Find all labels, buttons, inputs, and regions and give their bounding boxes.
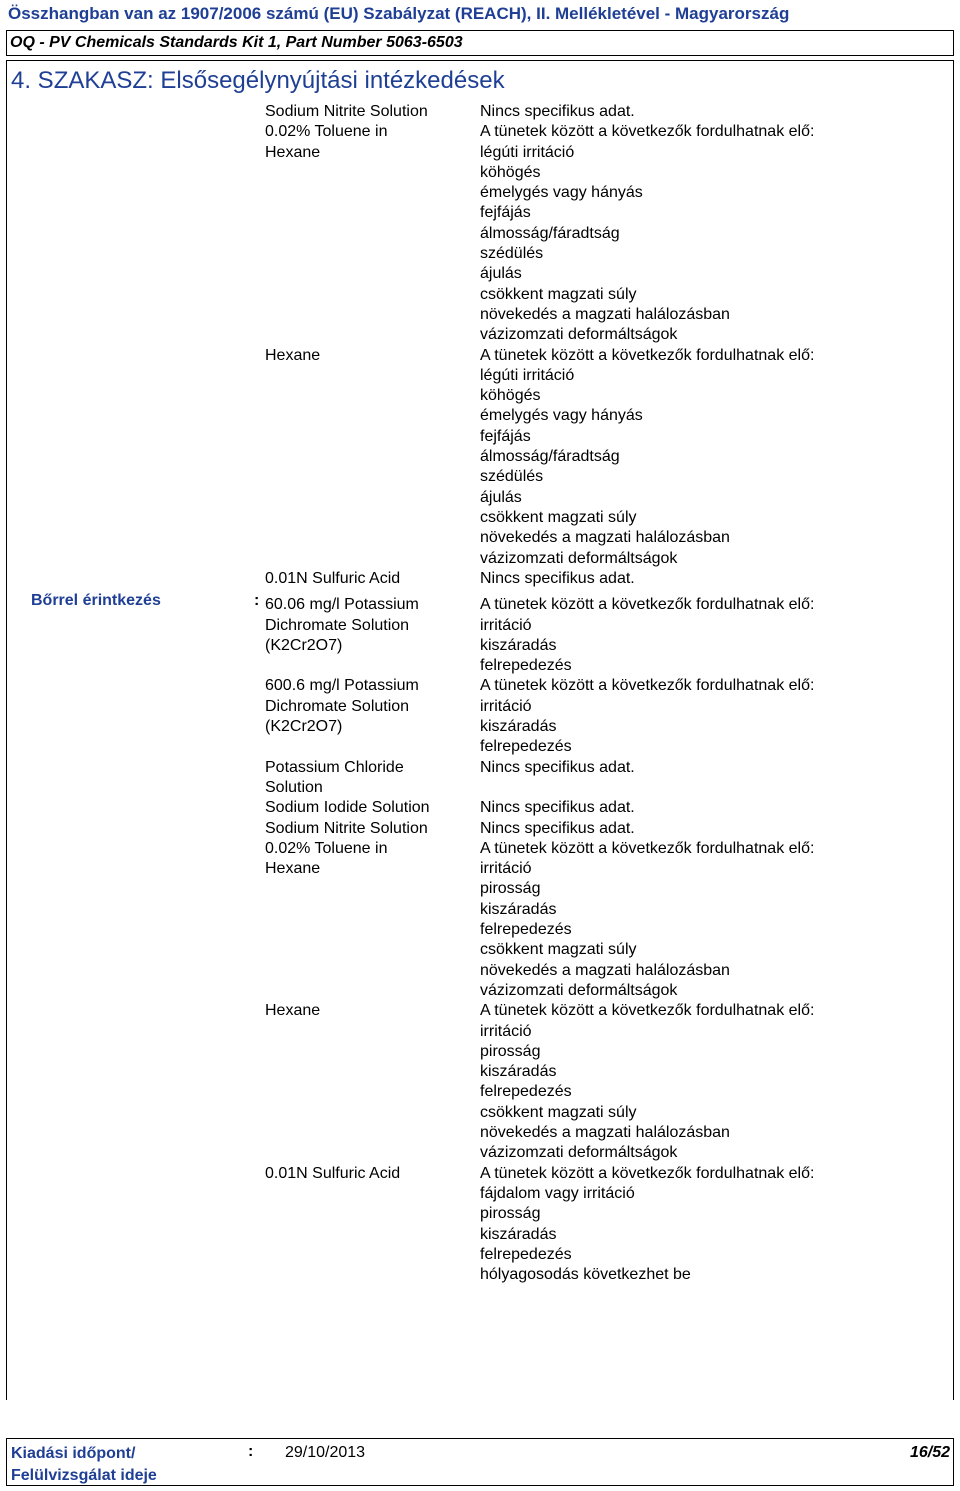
substance-name [265, 102, 428, 122]
effect-item: fejfájás [480, 427, 531, 445]
effect-item: felrepedezés [480, 738, 572, 756]
effect-list [480, 569, 635, 589]
product-title: OQ - PV Chemicals Standards Kit 1, Part Number 5063-6503 [10, 34, 463, 51]
effect-item: Nincs specifikus adat. [480, 103, 635, 120]
effect-item: irritáció [480, 1022, 532, 1040]
substance-name-line: (K2Cr2O7) [265, 636, 343, 654]
effect-item: ájulás [480, 488, 522, 506]
issue-date-label-line1: Kiadási időpont/ [11, 1445, 136, 1462]
effect-list [480, 1001, 814, 1163]
substance-name-line: Hexane [265, 143, 321, 161]
effect-item: pirosság [480, 1042, 541, 1060]
effect-item: szédülés [480, 245, 544, 263]
substance-name-line: Sodium Nitrite Solution [265, 819, 428, 837]
effect-item: A tünetek között a következők fordulhatnak elő: [480, 1164, 815, 1182]
substance-name [265, 122, 387, 163]
substance-name [265, 595, 419, 656]
effect-list [480, 595, 814, 676]
effect-item: légúti irritáció [480, 366, 575, 384]
substance-name-line: 0.02% Toluene in [265, 839, 388, 857]
substance-name [265, 758, 404, 799]
page-number: 16/52 [909, 1444, 950, 1461]
content-area [6, 100, 954, 1400]
section-header [6, 60, 954, 100]
effect-item: A tünetek között a következők fordulhatnak elő: [480, 596, 815, 614]
substance-name [265, 569, 400, 589]
effect-item: köhögés [480, 387, 541, 405]
effect-item: növekedés a magzati halálozásban [480, 305, 730, 323]
effect-item: növekedés a magzati halálozásban [480, 529, 730, 547]
effect-item: irritáció [480, 860, 532, 878]
substance-name-line: 0.02% Toluene in [265, 123, 388, 141]
effect-item: növekedés a magzati halálozásban [480, 1124, 730, 1142]
effect-list [480, 798, 635, 818]
effect-item: felrepedezés [480, 657, 572, 675]
effect-item: A tünetek között a következők fordulhatnak elő: [480, 839, 815, 857]
effect-list [480, 102, 635, 122]
effect-item: felrepedezés [480, 921, 572, 939]
regulation-header: Összhangban van az 1907/2006 számú (EU) Szabályzat (REACH), II. Mellékletével - Magyarország [8, 4, 790, 23]
effect-item: A tünetek között a következők fordulhatnak elő: [480, 346, 815, 364]
substance-name-line: Hexane [265, 346, 321, 364]
effect-item: csökkent magzati súly [480, 1103, 637, 1121]
skin-contact-colon: : [254, 592, 260, 609]
footer-colon: : [248, 1443, 254, 1460]
substance-name [265, 819, 428, 839]
effect-item: pirosság [480, 880, 541, 898]
effect-item: felrepedezés [480, 1245, 572, 1263]
section-title: 4. SZAKASZ: Elsősegélynyújtási intézkedések [11, 67, 505, 94]
effect-item: vázizomzati deformáltságok [480, 981, 678, 999]
substance-name-line: 600.6 mg/l Potassium [265, 677, 419, 695]
effect-item: légúti irritáció [480, 143, 575, 161]
effect-item: álmosság/fáradtság [480, 224, 620, 242]
substance-name [265, 1164, 400, 1184]
effect-item: vázizomzati deformáltságok [480, 1144, 678, 1162]
effect-item: növekedés a magzati halálozásban [480, 961, 730, 979]
substance-name-line: Sodium Iodide Solution [265, 799, 430, 817]
effect-item: csökkent magzati súly [480, 508, 637, 526]
effect-item: pirosság [480, 1205, 541, 1223]
effect-list [480, 346, 814, 569]
effect-item: csökkent magzati súly [480, 941, 637, 959]
effect-item: émelygés vagy hányás [480, 184, 643, 202]
footer [6, 1438, 954, 1486]
effect-item: fájdalom vagy irritáció [480, 1184, 635, 1202]
effect-list [480, 839, 814, 1001]
substance-name [265, 1001, 320, 1021]
effect-item: álmosság/fáradtság [480, 448, 620, 466]
effect-item: felrepedezés [480, 1083, 572, 1101]
substance-name [265, 676, 419, 737]
substance-name [265, 798, 430, 818]
effect-item: Nincs specifikus adat. [480, 758, 635, 776]
effect-item: kiszáradás [480, 718, 557, 736]
effect-item: irritáció [480, 616, 532, 634]
effect-list [480, 122, 814, 345]
effect-item: ájulás [480, 265, 522, 283]
effect-item: kiszáradás [480, 636, 557, 654]
effect-item: vázizomzati deformáltságok [480, 326, 678, 344]
substance-name-line: Dichromate Solution [265, 616, 410, 634]
substance-name [265, 839, 387, 880]
issue-date: 29/10/2013 [285, 1444, 366, 1461]
substance-name-line: 0.01N Sulfuric Acid [265, 1164, 401, 1182]
effect-item: Nincs specifikus adat. [480, 569, 635, 587]
issue-date-label [11, 1443, 157, 1487]
effect-list [480, 819, 635, 839]
effect-item: Nincs specifikus adat. [480, 819, 635, 837]
effect-item: émelygés vagy hányás [480, 407, 643, 425]
effect-item: kiszáradás [480, 1225, 557, 1243]
skin-contact-label: Bőrrel érintkezés [31, 592, 161, 609]
effect-item: vázizomzati deformáltságok [480, 549, 678, 567]
effect-list [480, 758, 635, 778]
effect-item: irritáció [480, 697, 532, 715]
effect-item: A tünetek között a következők fordulhatnak elő: [480, 123, 815, 141]
substance-name-line: Hexane [265, 860, 321, 878]
substance-name-line: (K2Cr2O7) [265, 718, 343, 736]
effect-item: A tünetek között a következők fordulhatnak elő: [480, 677, 815, 695]
substance-name-line: Solution [265, 778, 323, 796]
issue-date-label-line2: Felülvizsgálat ideje [11, 1467, 157, 1484]
effect-list [480, 1164, 814, 1286]
effect-list [480, 676, 814, 757]
effect-item: szédülés [480, 468, 544, 486]
effect-item: A tünetek között a következők fordulhatnak elő: [480, 1002, 815, 1020]
substance-name [265, 346, 320, 366]
substance-name-line: Sodium Nitrite Solution [265, 103, 428, 120]
effect-item: csökkent magzati súly [480, 285, 637, 303]
substance-name-line: Potassium Chloride [265, 758, 404, 776]
effect-item: Nincs specifikus adat. [480, 799, 635, 817]
substance-name-line: Hexane [265, 1002, 321, 1020]
effect-item: köhögés [480, 163, 541, 181]
product-header-box [6, 30, 954, 56]
substance-name-line: Dichromate Solution [265, 697, 410, 715]
effect-item: fejfájás [480, 204, 531, 222]
effect-item: kiszáradás [480, 900, 557, 918]
effect-item: kiszáradás [480, 1063, 557, 1081]
effect-item: hólyagosodás következhet be [480, 1266, 691, 1284]
substance-name-line: 60.06 mg/l Potassium [265, 596, 419, 614]
substance-name-line: 0.01N Sulfuric Acid [265, 569, 401, 587]
